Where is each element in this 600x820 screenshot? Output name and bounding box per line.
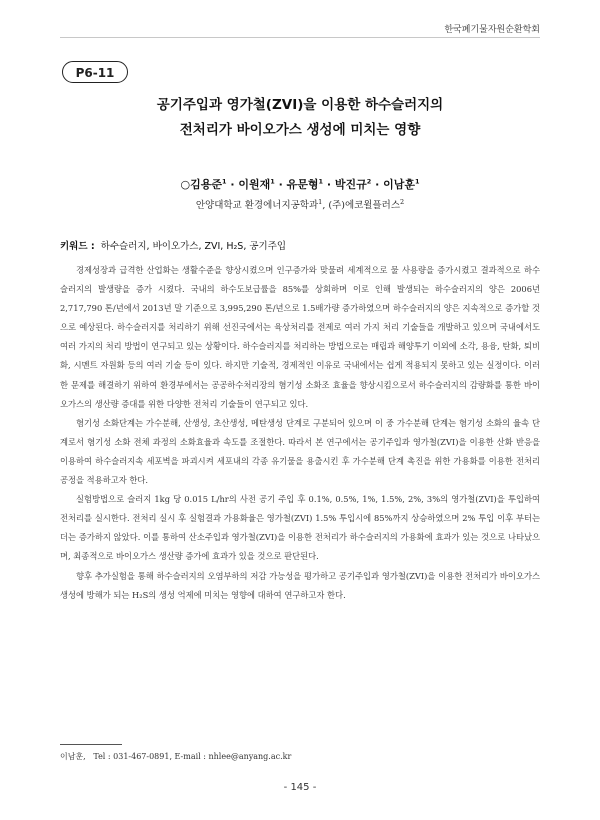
author-separator: · <box>226 178 239 191</box>
affiliations <box>60 197 540 211</box>
author-separator: · <box>274 178 287 191</box>
corresponding-author-footnote: 이남훈, Tel : 031-467-0891, E-mail : nhlee@anyang.ac.kr <box>60 752 292 761</box>
affil-mark-2: 2 <box>400 197 405 206</box>
author-affil-mark: 1 <box>270 177 275 186</box>
body-paragraph: 향후 추가실험을 통해 하수슬러지의 오염부하의 저감 가능성을 평가하고 공기주입과 영가철(ZVI)을 이용한 전처리가 바이오가스 생성에 방해가 되는 H₂S의 생성 억제에 미치는 영향에 대하여 연구하고자 한다. <box>60 570 540 600</box>
footnote-divider <box>60 744 122 745</box>
keywords-text: 하수슬러지, 바이오가스, ZVI, H₂S, 공기주입 <box>100 241 287 252</box>
title-line-1: 공기주입과 영가철(ZVI)을 이용한 하수슬러지의 <box>156 97 444 113</box>
affiliation-1: 안양대학교 환경에너지공학과 <box>195 200 319 211</box>
title-line-2: 전처리가 바이오가스 생성에 미치는 영향 <box>179 122 421 138</box>
body-paragraph: 경제성장과 급격한 산업화는 생활수준을 향상시켰으며 인구증가와 맞물려 세계적으로 물 사용량을 증가시켰고 결과적으로 하수슬러지의 발생량을 증가 시켰다. 국내의 하수도보급률을 85%를 상회하며 이로 인해 발생되는 하수슬러지의 양은 2006년 2,717,790 톤/년에서 2013년 말 기준으로 3,995,290 톤/년으로 1.5배가량 증가하였으며 하수슬러지의 양은 지속적으로 증가할 것으로 예상된다. 하수슬러지를 처리하기 위해 선진국에서는 육상처리를 전제로 여러 가지 처리 기술들을 개발하고 있으며 국내에서도 여러 가지의 처리 방법이 연구되고 있는 상황이다. 하수슬러지를 처리하는 방법으로는 매립과 해양투기 이외에 소각, 용융, 탄화, 퇴비화, 시멘트 자원화 등의 여러 기술 등이 있다. 하지만 기술적, 경제적인 이유로 국내에서는 쉽게 적용되지 못하고 있는 실정이다. 이러한 문제를 해결하기 위하여 환경부에서는 공공하수처리장의 혐기성 소화조 효율을 향상시킴으로서 하수슬러지의 감량화를 통한 바이오가스의 생산량 증대를 위한 다양한 전처리 기술들이 연구되고 있다. <box>60 265 540 409</box>
abstract-body <box>60 261 540 605</box>
author-affil-mark: 1 <box>221 177 227 186</box>
body-paragraph: 실험방법으로 슬러지 1kg 당 0.015 L/hr의 사전 공기 주입 후 0.1%, 0.5%, 1%, 1.5%, 2%, 3%의 영가철(ZVI)을 투입하여 전처리를 실시한다. 전처리 실시 후 실험결과 가용화율은 영가철(ZVI) 1.5% 투입시에 85%까지 상승하였으며 2% 투입 이후 부터는 더는 증가하지 않았다. 이를 통하여 산소주입과 영가철(ZVI)을 이용한 전처리가 하수슬러지의 가용화에 효과가 있는 것으로 나타났으며, 최종적으로 바이오가스 생산량 증가에 효과가 있을 것으로 판단된다. <box>60 494 540 562</box>
keywords-label: 키워드 : <box>60 241 95 252</box>
page-number: - 145 - <box>283 782 317 793</box>
author-name: 이남훈 <box>383 178 416 191</box>
affiliation-separator: , <box>322 200 329 211</box>
author-separator: · <box>371 178 384 191</box>
affiliation-2: (주)에코윌플러스 <box>328 200 401 211</box>
paper-title <box>60 93 540 143</box>
author-list <box>60 176 540 192</box>
author-name: 김용준 <box>190 178 222 191</box>
author-name: 박진규 <box>334 178 367 191</box>
affil-mark-1: 1 <box>318 197 323 206</box>
author-affil-mark: 1 <box>415 177 420 186</box>
society-header: 한국폐기물자원순환학회 <box>444 25 540 35</box>
author-name: 이원재 <box>238 178 271 191</box>
poster-number-badge: P6-11 <box>62 61 128 83</box>
body-paragraph: 혐기성 소화단계는 가수분해, 산생성, 초산생성, 메탄생성 단계로 구분되어 있으며 이 중 가수분해 단계는 혐기성 소화의 율속 단계로서 혐기성 소화 전체 과정의 소화효율과 속도를 조절한다. 따라서 본 연구에서는 공기주입과 영가철(ZVI)을 이용한 산화 반응을 이용하여 하수슬러지속 세포벽을 파괴시켜 세포내의 각종 유기물을 용출시킨 후 가수분해 단계 촉진을 위한 가용화를 이용한 전처리 공정을 적용하고자 한다. <box>60 417 540 486</box>
author-affil-mark: 1 <box>318 177 324 186</box>
author-name: 유문형 <box>286 178 319 191</box>
header-divider <box>60 37 540 38</box>
keywords <box>60 238 286 252</box>
author-affil-mark: 2 <box>366 177 372 186</box>
presenter-mark: ○ <box>180 178 191 191</box>
author-separator: · <box>323 178 335 191</box>
